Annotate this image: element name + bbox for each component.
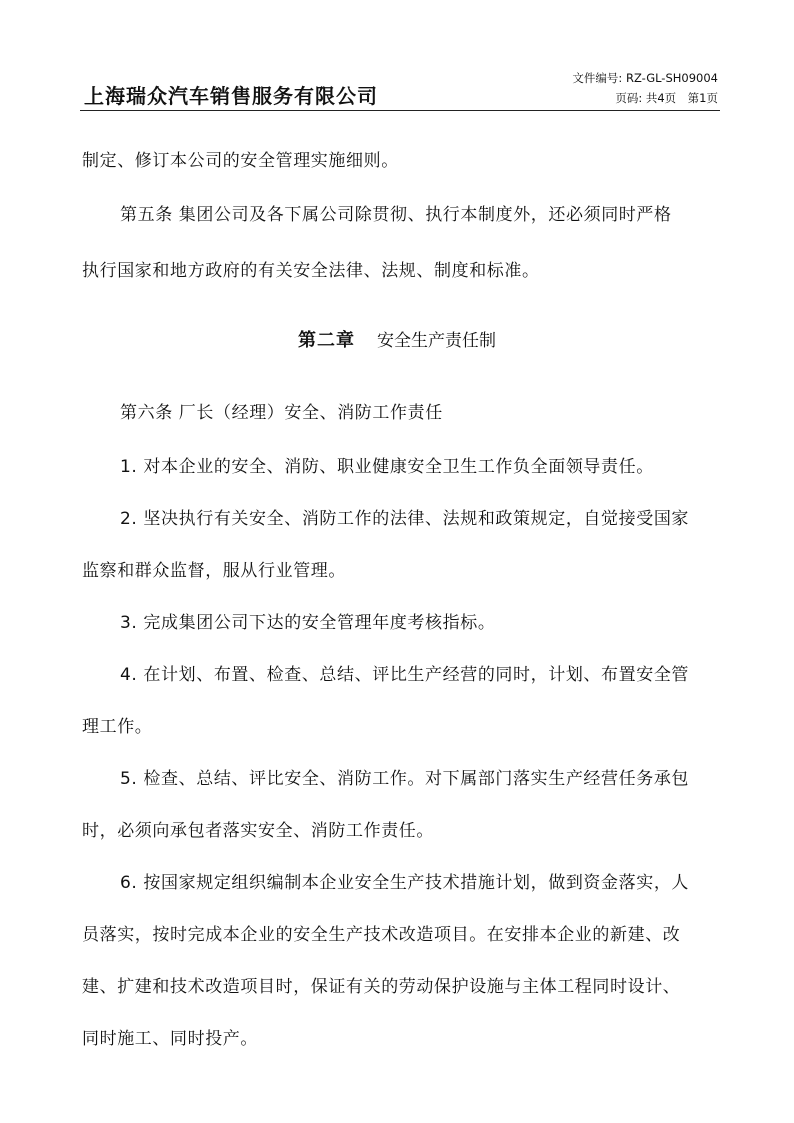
body-line: 制定、修订本公司的安全管理实施细则。 [82, 151, 399, 171]
body-line: 监察和群众监督，服从行业管理。 [82, 561, 346, 581]
file-number: 文件编号: RZ-GL-SH09004 [572, 71, 718, 85]
list-item: 4. 在计划、布置、检查、总结、评比生产经营的同时，计划、布置安全管 [120, 665, 690, 685]
company-name: 上海瑞众汽车销售服务有限公司 [84, 84, 378, 108]
body-line: 员落实，按时完成本企业的安全生产技术改造项目。在安排本企业的新建、改 [82, 925, 681, 945]
page-header [80, 64, 720, 108]
list-item: 3. 完成集团公司下达的安全管理年度考核指标。 [120, 613, 496, 633]
document-meta [572, 68, 718, 108]
page-info: 页码: 共4页 第1页 [615, 91, 718, 105]
body-line: 建、扩建和技术改造项目时，保证有关的劳动保护设施与主体工程同时设计、 [82, 977, 681, 997]
article-heading: 第六条 厂长（经理）安全、消防工作责任 [120, 403, 443, 423]
body-line: 执行国家和地方政府的有关安全法律、法规、制度和标准。 [82, 261, 540, 281]
list-item: 2. 坚决执行有关安全、消防工作的法律、法规和政策规定，自觉接受国家 [120, 509, 690, 529]
chapter-title: 安全生产责任制 [377, 331, 496, 351]
body-line: 时，必须向承包者落实安全、消防工作责任。 [82, 821, 434, 841]
list-item: 6. 按国家规定组织编制本企业安全生产技术措施计划，做到资金落实，人 [120, 873, 690, 893]
body-line: 同时施工、同时投产。 [82, 1029, 258, 1049]
list-item: 1. 对本企业的安全、消防、职业健康安全卫生工作负全面领导责任。 [120, 457, 654, 477]
header-rule [80, 110, 720, 111]
list-item: 5. 检查、总结、评比安全、消防工作。对下属部门落实生产经营任务承包 [120, 769, 690, 789]
chapter-number: 第二章 [298, 330, 355, 351]
body-line: 理工作。 [82, 717, 153, 737]
chapter-heading [0, 326, 794, 352]
body-line: 第五条 集团公司及各下属公司除贯彻、执行本制度外，还必须同时严格 [120, 205, 672, 225]
